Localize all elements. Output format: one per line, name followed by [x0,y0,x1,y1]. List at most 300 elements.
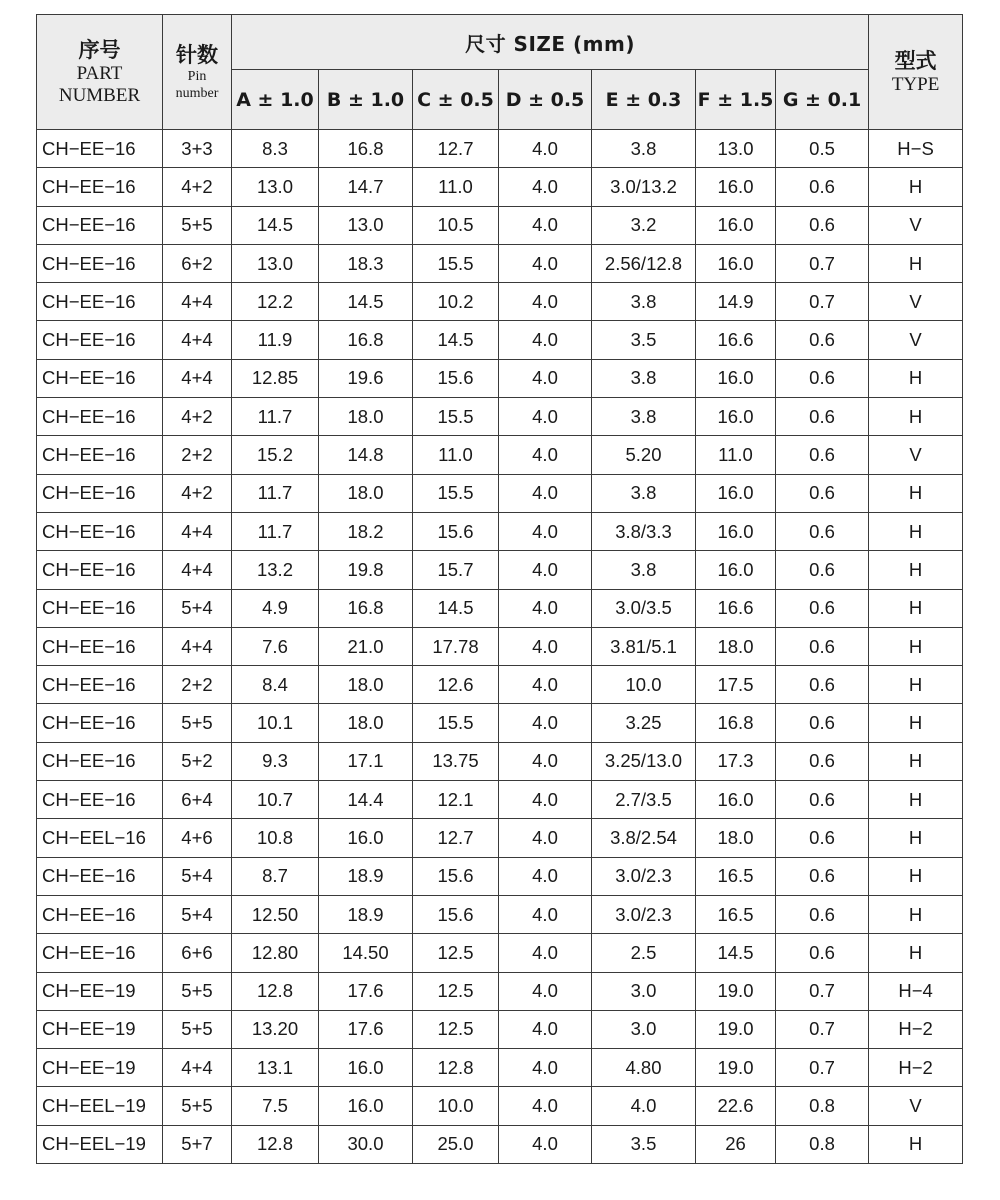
cell-dim-a: 13.0 [232,244,319,282]
cell-dim-b: 19.6 [319,359,413,397]
table-row [37,589,963,627]
cell-dim-g: 0.6 [776,627,869,665]
cell-dim-c: 25.0 [413,1125,499,1163]
cell-dim-c: 13.75 [413,742,499,780]
cell-dim-d: 4.0 [499,589,592,627]
cell-dim-a: 11.7 [232,398,319,436]
cell-dim-d: 4.0 [499,627,592,665]
cell-dim-b: 18.0 [319,704,413,742]
cell-dim-c: 15.6 [413,359,499,397]
cell-pin-count: 2+2 [163,436,232,474]
cell-dim-d: 4.0 [499,704,592,742]
cell-dim-d: 4.0 [499,436,592,474]
cell-part-number: CH−EE−16 [37,244,163,282]
table-row [37,934,963,972]
cell-dim-c: 17.78 [413,627,499,665]
cell-type: V [869,283,963,321]
cell-part-number: CH−EE−16 [37,130,163,168]
cell-dim-e: 4.80 [592,1049,696,1087]
table-row [37,666,963,704]
cell-dim-a: 9.3 [232,742,319,780]
cell-dim-f: 16.6 [696,589,776,627]
cell-dim-d: 4.0 [499,934,592,972]
cell-type: V [869,1087,963,1125]
cell-dim-g: 0.6 [776,704,869,742]
cell-part-number: CH−EE−16 [37,704,163,742]
cell-dim-e: 3.0/2.3 [592,895,696,933]
type-en: TYPE [891,74,940,95]
cell-part-number: CH−EE−16 [37,436,163,474]
cell-type: H−S [869,130,963,168]
cell-dim-b: 14.8 [319,436,413,474]
cell-dim-e: 3.2 [592,206,696,244]
cell-part-number: CH−EE−16 [37,474,163,512]
cell-dim-a: 10.1 [232,704,319,742]
cell-dim-f: 16.0 [696,781,776,819]
cell-dim-b: 16.8 [319,130,413,168]
cell-pin-count: 2+2 [163,666,232,704]
cell-part-number: CH−EE−16 [37,551,163,589]
cell-dim-g: 0.5 [776,130,869,168]
cell-dim-b: 18.0 [319,398,413,436]
cell-dim-e: 3.0 [592,1010,696,1048]
header-size-title: 尺寸 SIZE (mm) [232,15,869,70]
table-row [37,742,963,780]
cell-dim-f: 17.5 [696,666,776,704]
cell-dim-d: 4.0 [499,1049,592,1087]
part-number-en-line1: PART [76,63,123,84]
cell-pin-count: 4+4 [163,627,232,665]
cell-pin-count: 5+5 [163,972,232,1010]
cell-dim-g: 0.6 [776,819,869,857]
header-dim-c: C ± 0.5 [413,70,499,130]
cell-dim-g: 0.6 [776,551,869,589]
cell-dim-g: 0.8 [776,1125,869,1163]
table-row [37,398,963,436]
cell-dim-f: 16.0 [696,551,776,589]
cell-type: H [869,398,963,436]
cell-dim-a: 13.2 [232,551,319,589]
cell-dim-d: 4.0 [499,130,592,168]
cell-dim-d: 4.0 [499,1087,592,1125]
cell-type: H [869,512,963,550]
cell-dim-b: 17.6 [319,1010,413,1048]
header-part-number [37,15,163,130]
cell-dim-f: 17.3 [696,742,776,780]
cell-dim-f: 16.0 [696,206,776,244]
cell-dim-c: 15.7 [413,551,499,589]
cell-dim-d: 4.0 [499,819,592,857]
cell-dim-e: 3.5 [592,321,696,359]
table-row [37,895,963,933]
cell-dim-c: 15.5 [413,474,499,512]
pin-number-zh: 针数 [176,43,218,67]
cell-dim-c: 12.5 [413,934,499,972]
cell-type: V [869,436,963,474]
cell-pin-count: 6+2 [163,244,232,282]
cell-dim-b: 16.8 [319,321,413,359]
cell-dim-d: 4.0 [499,551,592,589]
cell-pin-count: 4+4 [163,512,232,550]
cell-dim-f: 16.6 [696,321,776,359]
cell-dim-a: 13.1 [232,1049,319,1087]
cell-type: H [869,168,963,206]
cell-dim-a: 7.6 [232,627,319,665]
cell-dim-b: 14.50 [319,934,413,972]
cell-dim-a: 4.9 [232,589,319,627]
cell-dim-a: 12.8 [232,1125,319,1163]
header-dim-d: D ± 0.5 [499,70,592,130]
cell-dim-g: 0.6 [776,206,869,244]
cell-dim-e: 3.8 [592,130,696,168]
cell-dim-f: 14.5 [696,934,776,972]
part-number-en-line2: NUMBER [58,85,141,106]
cell-dim-b: 16.0 [319,1087,413,1125]
header-pin-number [163,15,232,130]
cell-dim-b: 30.0 [319,1125,413,1163]
cell-dim-f: 19.0 [696,1049,776,1087]
cell-dim-f: 16.0 [696,474,776,512]
cell-dim-g: 0.6 [776,359,869,397]
cell-dim-b: 14.4 [319,781,413,819]
cell-pin-count: 4+4 [163,321,232,359]
cell-dim-g: 0.6 [776,934,869,972]
part-number-zh: 序号 [78,38,121,62]
cell-dim-f: 16.0 [696,512,776,550]
cell-dim-a: 11.7 [232,512,319,550]
cell-dim-e: 3.8 [592,551,696,589]
cell-pin-count: 4+4 [163,551,232,589]
cell-dim-b: 16.0 [319,1049,413,1087]
cell-dim-f: 18.0 [696,819,776,857]
cell-type: H [869,474,963,512]
cell-dim-f: 18.0 [696,627,776,665]
cell-dim-g: 0.6 [776,512,869,550]
cell-dim-b: 18.0 [319,474,413,512]
cell-dim-d: 4.0 [499,206,592,244]
cell-dim-e: 2.5 [592,934,696,972]
cell-part-number: CH−EE−16 [37,589,163,627]
cell-type: H [869,819,963,857]
table-row [37,474,963,512]
cell-dim-c: 10.2 [413,283,499,321]
cell-pin-count: 4+4 [163,1049,232,1087]
cell-dim-g: 0.8 [776,1087,869,1125]
cell-dim-f: 22.6 [696,1087,776,1125]
cell-dim-e: 10.0 [592,666,696,704]
cell-dim-d: 4.0 [499,895,592,933]
cell-pin-count: 5+5 [163,1010,232,1048]
cell-dim-a: 12.2 [232,283,319,321]
cell-part-number: CH−EEL−19 [37,1125,163,1163]
cell-part-number: CH−EE−19 [37,1049,163,1087]
cell-type: V [869,321,963,359]
table-row [37,1087,963,1125]
cell-dim-c: 14.5 [413,321,499,359]
cell-dim-c: 12.5 [413,972,499,1010]
cell-type: H [869,781,963,819]
table-row [37,857,963,895]
table-row [37,130,963,168]
header-type [869,15,963,130]
cell-dim-e: 3.8 [592,398,696,436]
cell-pin-count: 5+5 [163,704,232,742]
cell-dim-e: 3.8 [592,474,696,512]
table-row [37,168,963,206]
table-row [37,244,963,282]
cell-dim-b: 18.9 [319,895,413,933]
cell-dim-e: 2.7/3.5 [592,781,696,819]
table-row [37,819,963,857]
cell-dim-f: 16.8 [696,704,776,742]
cell-dim-a: 14.5 [232,206,319,244]
cell-dim-d: 4.0 [499,972,592,1010]
cell-part-number: CH−EE−16 [37,781,163,819]
cell-dim-b: 19.8 [319,551,413,589]
cell-dim-d: 4.0 [499,283,592,321]
cell-pin-count: 4+6 [163,819,232,857]
cell-dim-g: 0.6 [776,436,869,474]
cell-dim-g: 0.6 [776,321,869,359]
cell-dim-b: 18.3 [319,244,413,282]
table-row [37,283,963,321]
cell-type: H [869,244,963,282]
cell-dim-c: 15.6 [413,512,499,550]
cell-dim-f: 16.0 [696,168,776,206]
cell-dim-c: 15.5 [413,704,499,742]
header-dim-g: G ± 0.1 [776,70,869,130]
table-row [37,512,963,550]
table-row [37,972,963,1010]
cell-dim-c: 10.5 [413,206,499,244]
cell-part-number: CH−EE−16 [37,206,163,244]
cell-part-number: CH−EE−16 [37,398,163,436]
cell-dim-g: 0.7 [776,283,869,321]
table-row [37,359,963,397]
cell-part-number: CH−EE−16 [37,895,163,933]
cell-part-number: CH−EE−16 [37,627,163,665]
cell-dim-a: 12.8 [232,972,319,1010]
cell-type: H [869,589,963,627]
cell-part-number: CH−EE−16 [37,283,163,321]
cell-dim-a: 8.4 [232,666,319,704]
cell-dim-f: 19.0 [696,1010,776,1048]
cell-dim-e: 3.25/13.0 [592,742,696,780]
cell-dim-f: 16.0 [696,398,776,436]
cell-dim-c: 12.6 [413,666,499,704]
cell-dim-g: 0.6 [776,398,869,436]
table-row [37,551,963,589]
cell-dim-e: 5.20 [592,436,696,474]
cell-dim-c: 15.6 [413,857,499,895]
cell-pin-count: 4+2 [163,474,232,512]
cell-dim-b: 18.2 [319,512,413,550]
cell-dim-g: 0.6 [776,742,869,780]
cell-pin-count: 5+4 [163,895,232,933]
cell-pin-count: 3+3 [163,130,232,168]
cell-dim-c: 12.1 [413,781,499,819]
cell-pin-count: 4+2 [163,398,232,436]
cell-dim-g: 0.6 [776,589,869,627]
table-row [37,781,963,819]
cell-dim-a: 10.7 [232,781,319,819]
cell-pin-count: 5+7 [163,1125,232,1163]
cell-dim-b: 16.8 [319,589,413,627]
cell-dim-e: 3.0/13.2 [592,168,696,206]
cell-dim-b: 21.0 [319,627,413,665]
cell-type: H−4 [869,972,963,1010]
table-row [37,436,963,474]
cell-dim-a: 10.8 [232,819,319,857]
cell-type: V [869,206,963,244]
cell-type: H [869,895,963,933]
cell-dim-d: 4.0 [499,1125,592,1163]
cell-pin-count: 5+5 [163,1087,232,1125]
cell-dim-c: 12.7 [413,819,499,857]
cell-dim-a: 11.9 [232,321,319,359]
cell-dim-e: 3.8/3.3 [592,512,696,550]
cell-dim-f: 19.0 [696,972,776,1010]
cell-dim-g: 0.7 [776,972,869,1010]
header-dim-a: A ± 1.0 [232,70,319,130]
cell-dim-f: 13.0 [696,130,776,168]
cell-dim-f: 16.0 [696,359,776,397]
cell-dim-a: 7.5 [232,1087,319,1125]
table-row [37,1049,963,1087]
table-row [37,206,963,244]
cell-dim-b: 16.0 [319,819,413,857]
cell-dim-c: 12.8 [413,1049,499,1087]
table-row [37,1010,963,1048]
pin-number-en-line2: number [175,86,219,101]
cell-dim-e: 2.56/12.8 [592,244,696,282]
cell-dim-a: 12.85 [232,359,319,397]
cell-dim-c: 12.5 [413,1010,499,1048]
cell-dim-c: 15.5 [413,398,499,436]
cell-dim-f: 16.5 [696,895,776,933]
cell-dim-g: 0.6 [776,857,869,895]
cell-dim-a: 13.20 [232,1010,319,1048]
cell-dim-c: 12.7 [413,130,499,168]
header-dim-f: F ± 1.5 [696,70,776,130]
cell-dim-b: 14.7 [319,168,413,206]
cell-dim-d: 4.0 [499,666,592,704]
cell-dim-f: 14.9 [696,283,776,321]
cell-dim-e: 3.0/2.3 [592,857,696,895]
cell-dim-b: 17.1 [319,742,413,780]
cell-type: H [869,742,963,780]
cell-dim-a: 8.3 [232,130,319,168]
cell-part-number: CH−EE−16 [37,359,163,397]
cell-dim-e: 3.8 [592,359,696,397]
cell-dim-d: 4.0 [499,474,592,512]
cell-dim-d: 4.0 [499,244,592,282]
cell-dim-c: 15.6 [413,895,499,933]
cell-dim-d: 4.0 [499,168,592,206]
spec-table [36,14,963,1164]
cell-dim-e: 3.8 [592,283,696,321]
cell-dim-e: 3.0 [592,972,696,1010]
cell-dim-g: 0.6 [776,781,869,819]
cell-pin-count: 5+2 [163,742,232,780]
cell-dim-a: 12.80 [232,934,319,972]
cell-dim-g: 0.6 [776,895,869,933]
header-dim-e: E ± 0.3 [592,70,696,130]
table-row [37,704,963,742]
cell-dim-d: 4.0 [499,321,592,359]
cell-dim-f: 16.0 [696,244,776,282]
cell-pin-count: 4+4 [163,283,232,321]
table-row [37,627,963,665]
cell-dim-b: 18.0 [319,666,413,704]
cell-dim-a: 8.7 [232,857,319,895]
cell-type: H−2 [869,1049,963,1087]
cell-dim-d: 4.0 [499,359,592,397]
cell-dim-b: 14.5 [319,283,413,321]
cell-dim-d: 4.0 [499,398,592,436]
cell-pin-count: 6+4 [163,781,232,819]
cell-dim-f: 26 [696,1125,776,1163]
table-row [37,321,963,359]
cell-type: H [869,704,963,742]
cell-dim-a: 12.50 [232,895,319,933]
cell-dim-b: 18.9 [319,857,413,895]
cell-dim-b: 17.6 [319,972,413,1010]
cell-dim-g: 0.7 [776,244,869,282]
cell-type: H [869,359,963,397]
cell-dim-c: 11.0 [413,436,499,474]
cell-pin-count: 5+4 [163,589,232,627]
pin-number-en-line1: Pin [187,69,207,84]
cell-dim-g: 0.6 [776,168,869,206]
cell-dim-e: 3.25 [592,704,696,742]
cell-part-number: CH−EEL−19 [37,1087,163,1125]
cell-part-number: CH−EE−16 [37,934,163,972]
cell-dim-d: 4.0 [499,1010,592,1048]
cell-dim-b: 13.0 [319,206,413,244]
cell-dim-e: 3.0/3.5 [592,589,696,627]
cell-part-number: CH−EE−16 [37,168,163,206]
cell-pin-count: 6+6 [163,934,232,972]
cell-type: H−2 [869,1010,963,1048]
cell-dim-f: 16.5 [696,857,776,895]
type-zh: 型式 [894,49,937,73]
cell-dim-c: 11.0 [413,168,499,206]
cell-dim-e: 4.0 [592,1087,696,1125]
cell-part-number: CH−EEL−16 [37,819,163,857]
cell-type: H [869,551,963,589]
cell-type: H [869,1125,963,1163]
cell-part-number: CH−EE−16 [37,512,163,550]
header-dim-b: B ± 1.0 [319,70,413,130]
cell-dim-g: 0.6 [776,474,869,512]
cell-dim-g: 0.7 [776,1049,869,1087]
cell-dim-g: 0.6 [776,666,869,704]
cell-dim-d: 4.0 [499,781,592,819]
cell-part-number: CH−EE−16 [37,857,163,895]
cell-type: H [869,934,963,972]
cell-part-number: CH−EE−16 [37,321,163,359]
table-row [37,1125,963,1163]
cell-type: H [869,666,963,704]
cell-dim-a: 13.0 [232,168,319,206]
cell-dim-f: 11.0 [696,436,776,474]
cell-part-number: CH−EE−16 [37,742,163,780]
cell-part-number: CH−EE−19 [37,1010,163,1048]
cell-part-number: CH−EE−19 [37,972,163,1010]
cell-dim-a: 11.7 [232,474,319,512]
cell-dim-g: 0.7 [776,1010,869,1048]
